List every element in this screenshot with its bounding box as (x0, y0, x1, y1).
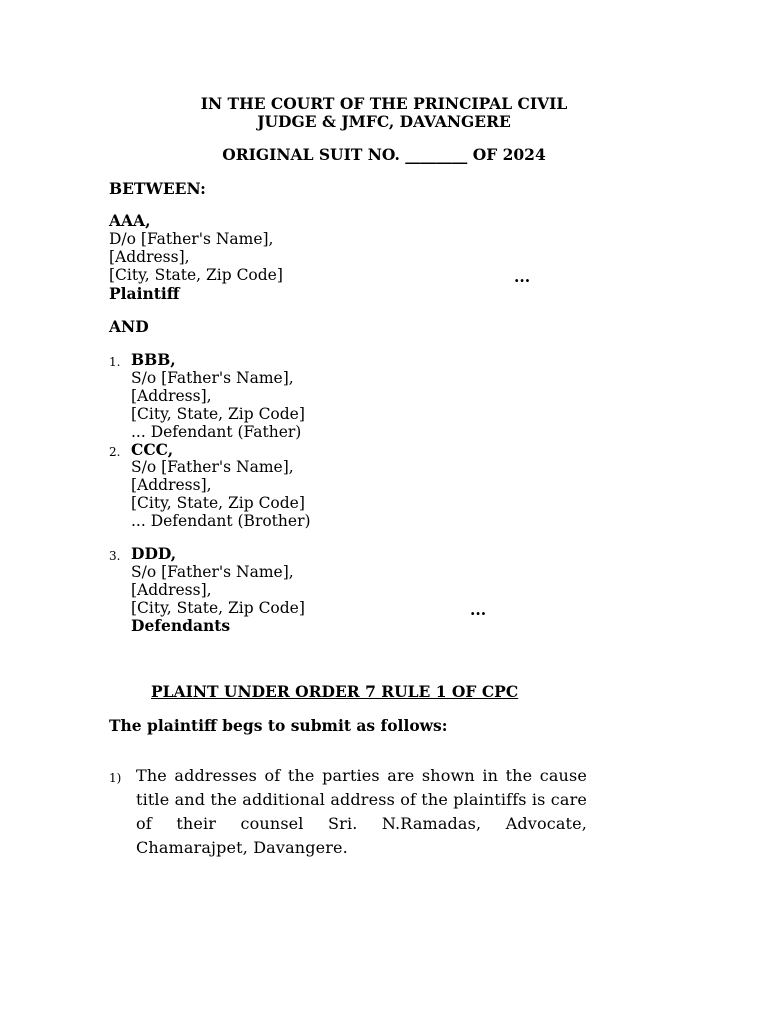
defendant-1-address: [Address], (131, 387, 212, 405)
defendant-3-name: DDD, (131, 544, 177, 563)
submit-intro: The plaintiff begs to submit as follows: (109, 716, 448, 735)
and-label: AND (109, 317, 149, 336)
defendant-2-relation: S/o [Father's Name], (131, 458, 294, 476)
plaintiff-city: [City, State, Zip Code] (109, 266, 283, 284)
defendant-1-role: ... Defendant (Father) (131, 423, 302, 441)
plaintiff-address: [Address], (109, 248, 190, 266)
defendant-3-city: [City, State, Zip Code] (131, 599, 305, 617)
defendant-1-relation: S/o [Father's Name], (131, 369, 294, 387)
plaintiff-role: Plaintiff (109, 284, 180, 303)
defendant-1-city: [City, State, Zip Code] (131, 405, 305, 423)
between-label: BETWEEN: (109, 179, 206, 198)
plaint-title: PLAINT UNDER ORDER 7 RULE 1 OF CPC (151, 682, 519, 701)
defendant-3-dots: ... (470, 600, 487, 619)
defendant-1-name: BBB, (131, 350, 176, 369)
defendant-1-number: 1. (109, 355, 121, 369)
defendant-3-address: [Address], (131, 581, 212, 599)
suit-number: ORIGINAL SUIT NO. ________ OF 2024 (222, 145, 546, 164)
defendant-2-name: CCC, (131, 440, 174, 459)
paragraph-1-number: 1) (109, 771, 122, 785)
defendant-3-role: Defendants (131, 616, 231, 635)
court-heading-line-1: IN THE COURT OF THE PRINCIPAL CIVIL (200, 94, 568, 113)
defendant-3-relation: S/o [Father's Name], (131, 563, 294, 581)
defendant-3-number: 3. (109, 549, 121, 563)
paragraph-1-text: The addresses of the parties are shown in the cause title and the additional address of the plaintiffs is care of their counsel Sri. N.Ramadas, Advocate, Chamarajpet, Davangere. (136, 766, 587, 857)
defendant-2-role: ... Defendant (Brother) (131, 512, 311, 530)
plaintiff-name: AAA, (109, 211, 151, 230)
court-heading-line-2: JUDGE & JMFC, DAVANGERE (257, 112, 511, 131)
plaintiff-dots: ... (514, 267, 531, 286)
plaintiff-relation: D/o [Father's Name], (109, 230, 274, 248)
defendant-2-number: 2. (109, 445, 121, 459)
defendant-2-city: [City, State, Zip Code] (131, 494, 305, 512)
defendant-2-address: [Address], (131, 476, 212, 494)
